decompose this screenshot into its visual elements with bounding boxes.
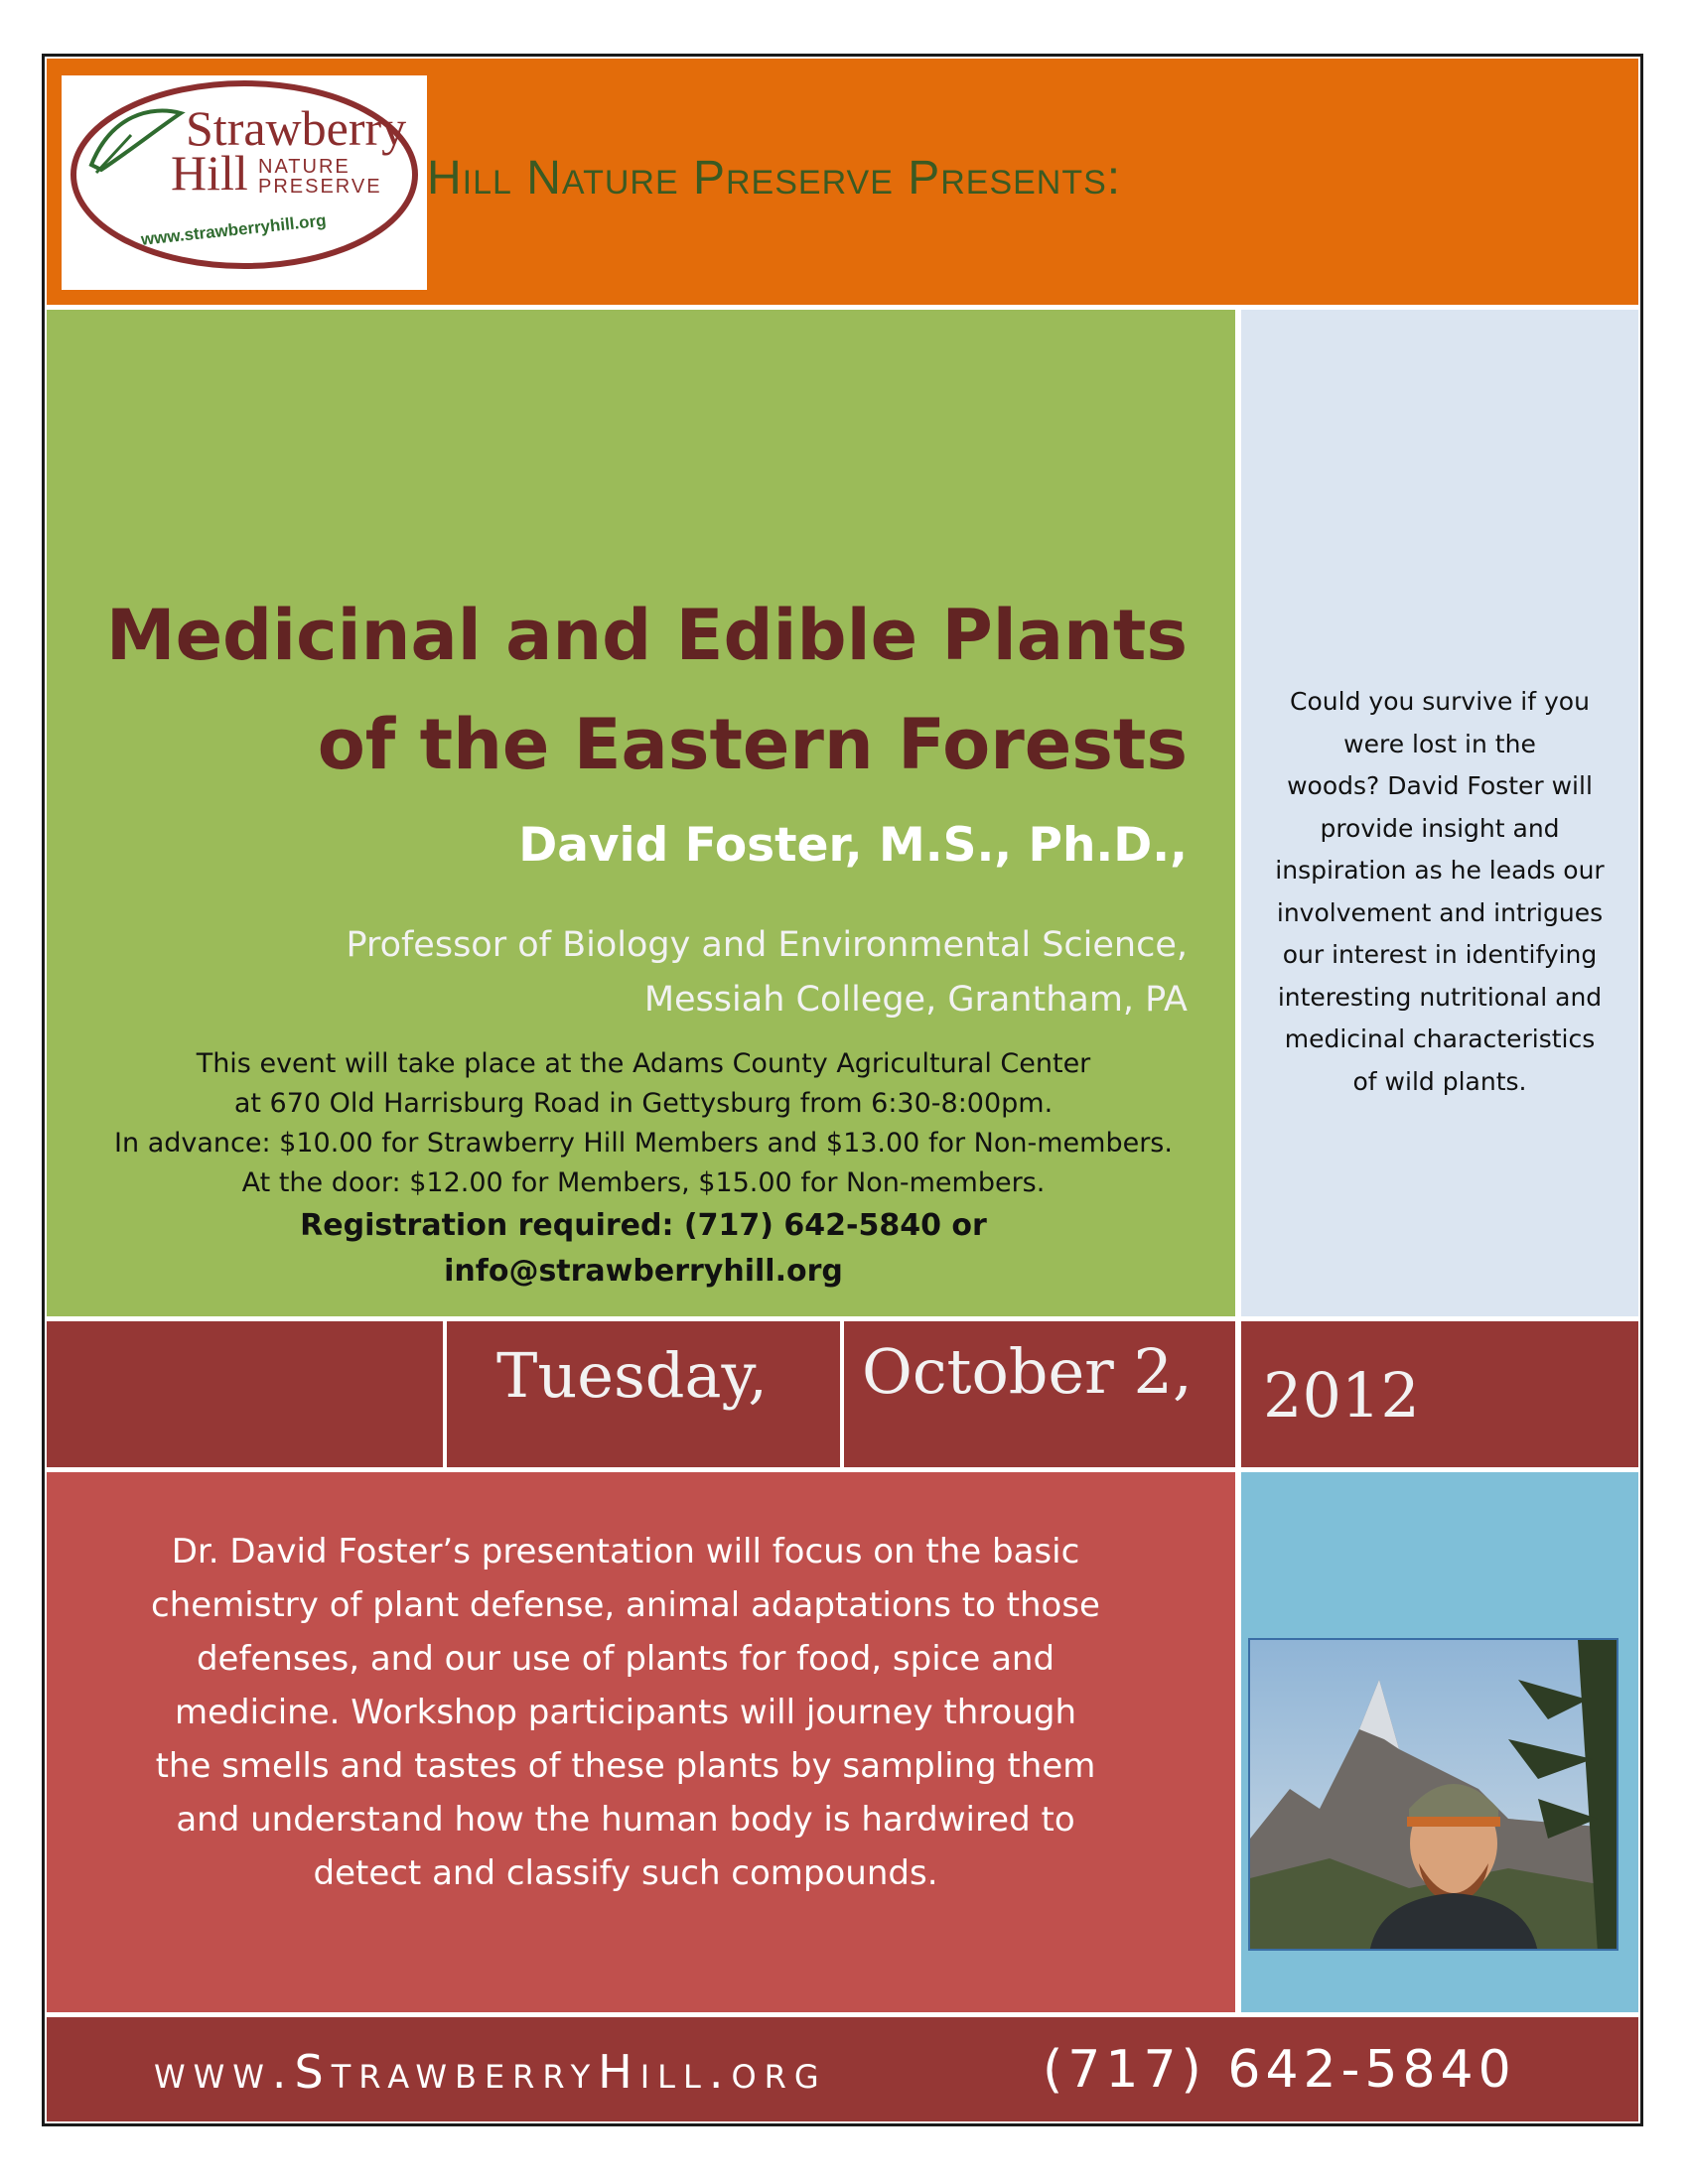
logo-url: www.strawberryhill.org xyxy=(140,210,328,249)
blurb-line: provide insight and xyxy=(1320,813,1560,843)
presenter-photo-image xyxy=(1250,1640,1618,1951)
event-title xyxy=(99,581,1188,799)
affiliation-line2: Messiah College, Grantham, PA xyxy=(643,980,1188,1020)
details-line3: In advance: $10.00 for Strawberry Hill Members and $13.00 for Non-members. xyxy=(114,1128,1173,1159)
date-cell-weekday xyxy=(447,1321,840,1467)
header-title: Hill Nature Preserve Presents: xyxy=(427,152,1122,205)
logo-graphic xyxy=(62,75,427,290)
date-cell-year xyxy=(1241,1321,1638,1467)
presenter-name: David Foster, M.S., Ph.D., xyxy=(518,818,1188,873)
description-line: chemistry of plant defense, animal adaptations to those xyxy=(151,1585,1100,1625)
blurb-line: our interest in identifying xyxy=(1282,940,1598,969)
description-line: detect and classify such compounds. xyxy=(313,1853,938,1893)
description-text xyxy=(99,1525,1152,1900)
registration-info: Registration required: (717) 642-5840 or info@strawberryhill.org xyxy=(300,1208,987,1289)
logo-name-line1: Strawberry xyxy=(186,100,407,156)
footer-website[interactable]: www.StrawberryHill.org xyxy=(154,2045,827,2099)
presenter-affiliation xyxy=(199,918,1188,1027)
description-line: and understand how the human body is hardwired to xyxy=(176,1800,1075,1840)
presenter-photo xyxy=(1248,1638,1618,1951)
affiliation-line1: Professor of Biology and Environmental Science, xyxy=(346,925,1188,965)
logo-name-line2: Hill xyxy=(171,145,248,201)
logo-sub-line2: PRESERVE xyxy=(258,176,382,198)
strawberry-hill-logo xyxy=(62,75,427,290)
description-line: medicine. Workshop participants will journey through xyxy=(174,1693,1077,1732)
details-line2: at 670 Old Harrisburg Road in Gettysburg from 6:30-8:00pm. xyxy=(233,1088,1054,1119)
date-month-day: October 2, xyxy=(862,1335,1193,1408)
blurb-line: were lost in the xyxy=(1343,729,1536,758)
details-line4: At the door: $12.00 for Members, $15.00 for Non-members. xyxy=(241,1167,1046,1198)
blurb-line: of wild plants. xyxy=(1352,1066,1527,1096)
date-cell-month-day xyxy=(844,1321,1235,1467)
footer-phone: (717) 642-5840 xyxy=(1043,2040,1516,2100)
blurb-line: medicinal characteristics xyxy=(1284,1024,1596,1053)
blurb-line: Could you survive if you xyxy=(1290,687,1590,716)
event-title-line1: Medicinal and Edible Plants xyxy=(105,595,1188,676)
blurb-line: inspiration as he leads our xyxy=(1275,856,1605,885)
sidebar-blurb xyxy=(1251,681,1628,1103)
date-year: 2012 xyxy=(1263,1359,1420,1432)
blurb-line: interesting nutritional and xyxy=(1277,982,1603,1012)
date-weekday: Tuesday, xyxy=(496,1339,768,1412)
details-line1: This event will take place at the Adams County Agricultural Center xyxy=(196,1048,1091,1079)
event-details xyxy=(99,1044,1188,1295)
event-title-line2: of the Eastern Forests xyxy=(317,704,1188,785)
description-line: defenses, and our use of plants for food, spice and xyxy=(196,1639,1055,1679)
blurb-line: involvement and intrigues xyxy=(1276,897,1604,927)
blurb-line: woods? David Foster will xyxy=(1287,771,1593,800)
description-line: the smells and tastes of these plants by sampling them xyxy=(155,1746,1096,1786)
description-line: Dr. David Foster’s presentation will focus on the basic xyxy=(171,1532,1080,1571)
logo-sub-line1: NATURE xyxy=(258,156,351,178)
date-cell-empty xyxy=(47,1321,443,1467)
